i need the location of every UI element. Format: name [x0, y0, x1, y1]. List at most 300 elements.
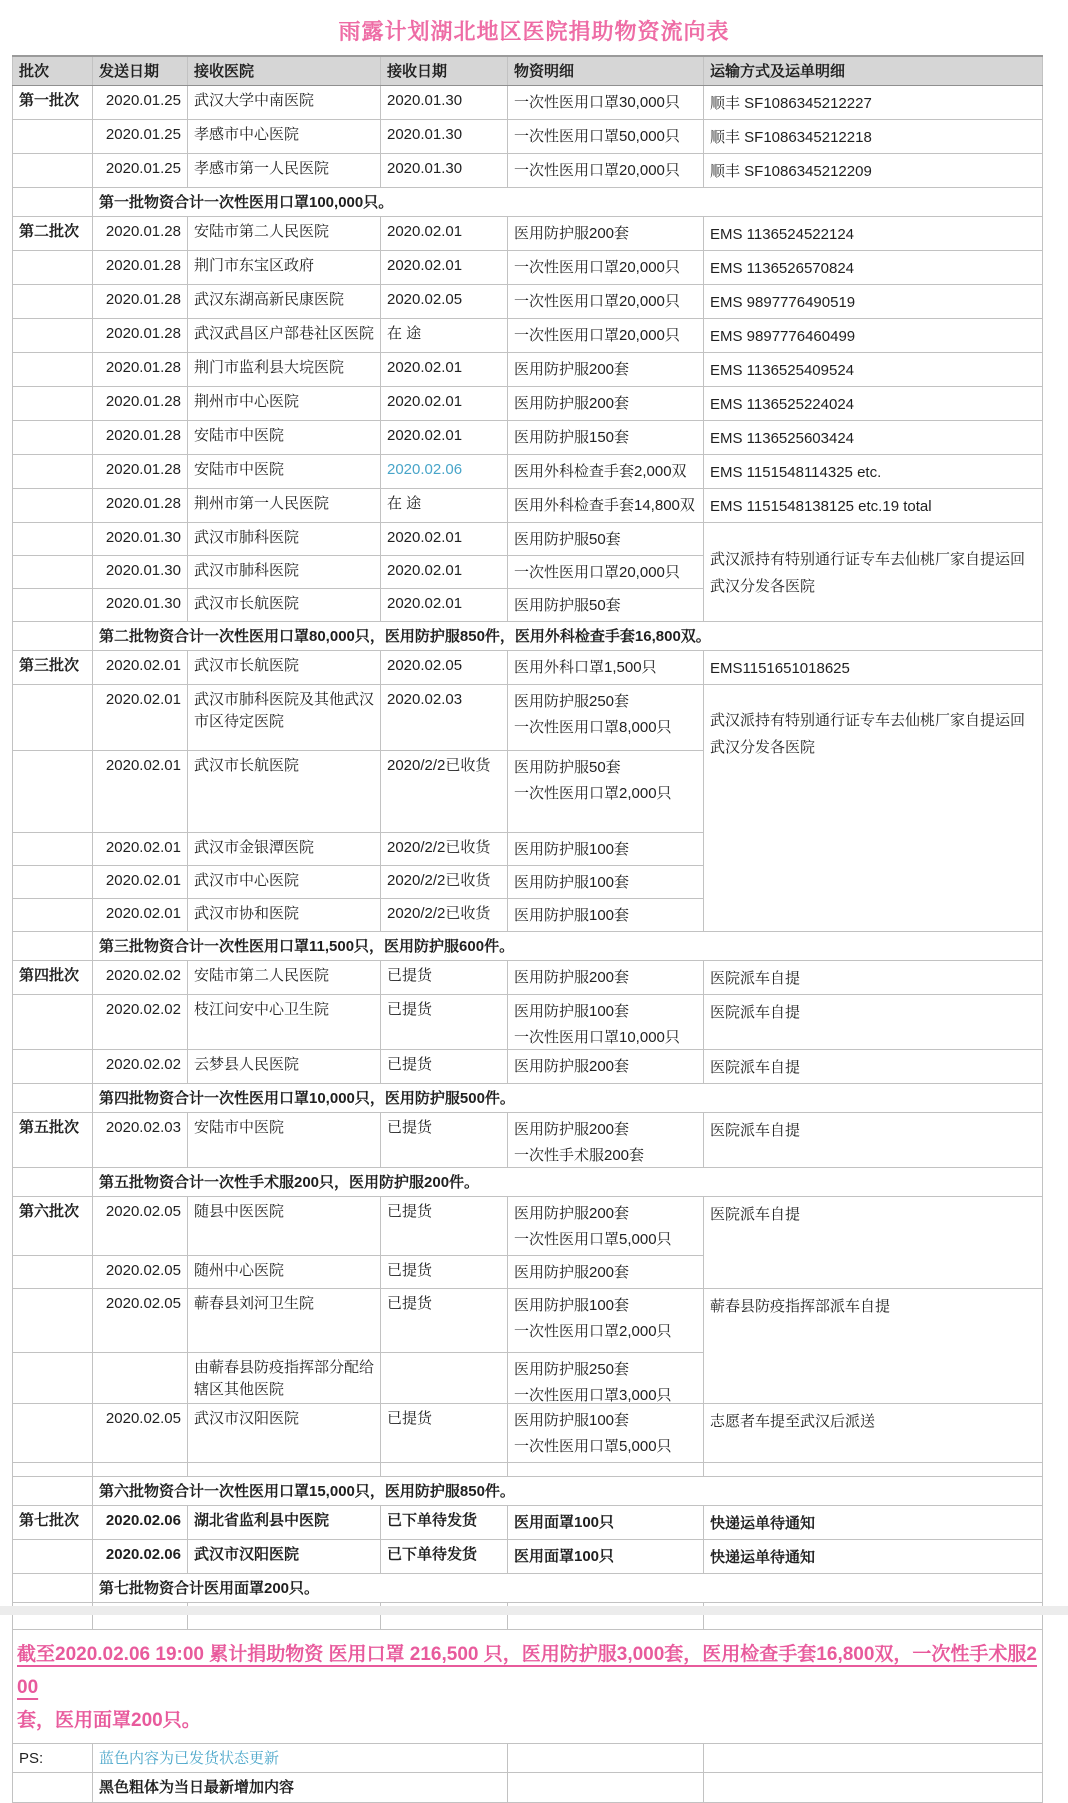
receive-date-cell: 2020.02.01 — [381, 421, 508, 455]
supply-line: 医用面罩100只 — [514, 1514, 615, 1531]
supplies-lines — [514, 1544, 697, 1570]
supply-line: 医用面罩100只 — [514, 1548, 615, 1565]
table-row — [13, 387, 1043, 421]
receive-date-cell: 2020.01.30 — [381, 120, 508, 154]
batch-cell — [13, 1353, 93, 1404]
receive-date-cell: 2020/2/2已收货 — [381, 866, 508, 899]
supplies-lines — [514, 837, 697, 863]
ps-bold-note-cell: 黑色粗体为当日最新增加内容 — [93, 1773, 508, 1803]
empty-cell — [704, 1744, 1043, 1773]
supplies-cell — [508, 685, 704, 751]
send-date-cell: 2020.02.05 — [93, 1289, 188, 1353]
empty-cell — [508, 1773, 704, 1803]
receive-date-cell: 已下单待发货 — [381, 1540, 508, 1574]
batch-cell — [13, 421, 93, 455]
batch-cell — [13, 523, 93, 556]
send-date-cell: 2020.02.02 — [93, 961, 188, 995]
hospital-cell: 武汉市长航医院 — [188, 751, 381, 833]
hospital-cell: 孝感市第一人民医院 — [188, 154, 381, 188]
supply-line: 一次性医用口罩20,000只 — [514, 259, 680, 276]
send-date-cell: 2020.01.28 — [93, 421, 188, 455]
transport-cell: 医院派车自提 — [704, 1050, 1043, 1084]
supplies-lines — [514, 755, 697, 807]
batch-cell — [13, 285, 93, 319]
batch-cell — [13, 1168, 93, 1197]
supplies-cell — [508, 523, 704, 556]
hospital-cell: 武汉武昌区户部巷社区医院 — [188, 319, 381, 353]
hospital-cell: 由蕲春县防疫指挥部分配给辖区其他医院 — [188, 1353, 381, 1404]
receive-date-cell: 已提货 — [381, 1256, 508, 1289]
supply-line: 医用防护服200套 — [514, 969, 630, 986]
supplies-cell — [508, 589, 704, 622]
batch-summary-text: 第七批物资合计医用面罩200只。 — [93, 1574, 1043, 1603]
supplies-lines — [514, 593, 697, 619]
table-row — [13, 217, 1043, 251]
batch-summary-row — [13, 932, 1043, 961]
transport-cell: EMS 1151548138125 etc.19 total — [704, 489, 1043, 523]
supply-line: 医用防护服100套 — [514, 874, 630, 891]
transport-cell: EMS 1136524522124 — [704, 217, 1043, 251]
receive-date-cell: 已提货 — [381, 1050, 508, 1084]
batch-cell — [13, 1477, 93, 1506]
batch-cell — [13, 1574, 93, 1603]
supply-line: 一次性手术服200套 — [514, 1147, 645, 1164]
total-note-line1: 截至2020.02.06 19:00 累计捐助物资 医用口罩 216,500 只，医用防护服3,000套，医用检查手套16,800双，一次性手术服200 — [17, 1644, 1037, 1698]
receive-date-cell: 2020.02.05 — [381, 285, 508, 319]
batch-cell — [13, 751, 93, 833]
batch-cell — [13, 556, 93, 589]
supply-line: 医用防护服100套 — [514, 1297, 630, 1314]
receive-date-cell: 2020/2/2已收货 — [381, 899, 508, 932]
ps-blue-note-cell: 蓝色内容为已发货状态更新 — [93, 1744, 508, 1773]
supply-line: 医用防护服100套 — [514, 1003, 630, 1020]
transport-cell: 医院派车自提 — [704, 1197, 1043, 1289]
send-date-cell: 2020.01.28 — [93, 251, 188, 285]
supply-line: 一次性医用口罩5,000只 — [514, 1231, 672, 1248]
batch-cell — [13, 489, 93, 523]
hospital-cell: 武汉市长航医院 — [188, 589, 381, 622]
batch-summary-text: 第六批物资合计一次性医用口罩15,000只，医用防护服850件。 — [93, 1477, 1043, 1506]
supply-line: 一次性医用口罩10,000只 — [514, 1029, 680, 1046]
transport-cell: 快递运单待通知 — [704, 1540, 1043, 1574]
supply-line: 一次性医用口罩20,000只 — [514, 162, 680, 179]
hospital-cell: 安陆市第二人民医院 — [188, 217, 381, 251]
supply-line: 医用防护服250套 — [514, 1361, 630, 1378]
receive-date-cell: 已提货 — [381, 961, 508, 995]
column-header-hospital: 接收医院 — [188, 56, 381, 86]
table-row — [13, 421, 1043, 455]
hospital-cell: 安陆市中医院 — [188, 421, 381, 455]
batch-cell — [13, 455, 93, 489]
batch-cell — [13, 319, 93, 353]
hospital-cell: 随县中医医院 — [188, 1197, 381, 1256]
supplies-cell — [508, 285, 704, 319]
batch-cell — [13, 154, 93, 188]
supply-line: 医用防护服50套 — [514, 531, 621, 548]
hospital-cell: 安陆市中医院 — [188, 1113, 381, 1168]
send-date-cell: 2020.01.28 — [93, 285, 188, 319]
batch-cell: 第二批次 — [13, 217, 93, 251]
batch-summary-text: 第一批物资合计一次性医用口罩100,000只。 — [93, 188, 1043, 217]
send-date-cell: 2020.01.25 — [93, 86, 188, 120]
supplies-lines — [514, 221, 697, 247]
receive-date-cell: 2020.02.01 — [381, 387, 508, 421]
supplies-lines — [514, 903, 697, 929]
table-row — [13, 489, 1043, 523]
receive-date-cell: 2020.02.01 — [381, 556, 508, 589]
total-note-row — [13, 1630, 1043, 1744]
supplies-lines — [514, 1054, 697, 1080]
supplies-cell — [508, 651, 704, 685]
supplies-cell — [508, 751, 704, 833]
batch-cell: 第五批次 — [13, 1113, 93, 1168]
supplies-lines — [514, 124, 697, 150]
table-row — [13, 455, 1043, 489]
supplies-lines — [514, 391, 697, 417]
table-row — [13, 1113, 1043, 1168]
transport-cell: 快递运单待通知 — [704, 1506, 1043, 1540]
supply-line: 医用防护服200套 — [514, 1264, 630, 1281]
batch-summary-text: 第四批物资合计一次性医用口罩10,000只，医用防护服500件。 — [93, 1084, 1043, 1113]
cumulative-total-note — [13, 1630, 1043, 1744]
supplies-table — [12, 55, 1043, 1803]
receive-date-cell: 2020.02.01 — [381, 217, 508, 251]
transport-cell: EMS 9897776490519 — [704, 285, 1043, 319]
send-date-cell: 2020.01.28 — [93, 489, 188, 523]
batch-cell — [13, 995, 93, 1050]
transport-cell: 医院派车自提 — [704, 961, 1043, 995]
batch-summary-row — [13, 622, 1043, 651]
send-date-cell: 2020.02.03 — [93, 1113, 188, 1168]
transport-cell: EMS 1151548114325 etc. — [704, 455, 1043, 489]
transport-cell: EMS 9897776460499 — [704, 319, 1043, 353]
hospital-cell: 武汉市肺科医院 — [188, 556, 381, 589]
send-date-cell: 2020.02.01 — [93, 751, 188, 833]
supplies-cell — [508, 1050, 704, 1084]
receive-date-cell: 已提货 — [381, 1197, 508, 1256]
empty-cell — [13, 1463, 93, 1477]
table-row — [13, 1050, 1043, 1084]
batch-cell: 第一批次 — [13, 86, 93, 120]
receive-date-cell: 2020.01.30 — [381, 154, 508, 188]
batch-cell — [13, 899, 93, 932]
supplies-lines — [514, 1293, 697, 1345]
transport-cell: EMS 1136526570824 — [704, 251, 1043, 285]
send-date-cell: 2020.01.28 — [93, 217, 188, 251]
batch-cell — [13, 866, 93, 899]
supply-line: 一次性医用口罩50,000只 — [514, 128, 680, 145]
supply-line: 一次性医用口罩2,000只 — [514, 785, 672, 802]
supplies-cell — [508, 120, 704, 154]
hospital-cell: 荆州市中心医院 — [188, 387, 381, 421]
table-body — [13, 86, 1043, 1803]
batch-cell — [13, 1084, 93, 1113]
hospital-cell: 武汉市长航医院 — [188, 651, 381, 685]
supply-line: 一次性医用口罩30,000只 — [514, 94, 680, 111]
empty-cell — [704, 1773, 1043, 1803]
empty-cell — [508, 1744, 704, 1773]
send-date-cell: 2020.02.01 — [93, 833, 188, 866]
table-row — [13, 285, 1043, 319]
supplies-lines — [514, 1357, 697, 1404]
supplies-cell — [508, 1197, 704, 1256]
receive-date-cell: 2020.02.06 — [381, 455, 508, 489]
receive-date-cell: 2020/2/2已收货 — [381, 833, 508, 866]
column-header-supplies: 物资明细 — [508, 56, 704, 86]
table-row — [13, 1404, 1043, 1463]
hospital-cell: 荆门市东宝区政府 — [188, 251, 381, 285]
transport-cell: EMS1151651018625 — [704, 651, 1043, 685]
supplies-cell — [508, 455, 704, 489]
supply-line: 医用防护服200套 — [514, 225, 630, 242]
supplies-cell — [508, 1256, 704, 1289]
batch-summary-row — [13, 1168, 1043, 1197]
page-title: 雨露计划湖北地区医院捐助物资流向表 — [338, 19, 730, 44]
transport-cell: 武汉派持有特别通行证专车去仙桃厂家自提运回武汉分发各医院 — [704, 523, 1043, 622]
supplies-cell — [508, 866, 704, 899]
hospital-cell: 安陆市中医院 — [188, 455, 381, 489]
batch-cell — [13, 833, 93, 866]
bottom-edge-strip — [0, 1606, 1068, 1615]
ps-bold-row — [13, 1773, 1043, 1803]
send-date-cell: 2020.02.01 — [93, 685, 188, 751]
transport-cell: 医院派车自提 — [704, 1113, 1043, 1168]
table-header-row — [13, 56, 1043, 86]
send-date-cell: 2020.02.06 — [93, 1540, 188, 1574]
hospital-cell: 荆州市第一人民医院 — [188, 489, 381, 523]
supplies-cell — [508, 1353, 704, 1404]
supplies-lines — [514, 1510, 697, 1536]
batch-cell: 第七批次 — [13, 1506, 93, 1540]
hospital-cell: 武汉市协和医院 — [188, 899, 381, 932]
empty-cell — [93, 1463, 188, 1477]
receive-date-cell: 已提货 — [381, 995, 508, 1050]
hospital-cell: 武汉市汉阳医院 — [188, 1540, 381, 1574]
receive-date-cell: 在 途 — [381, 319, 508, 353]
batch-cell — [13, 1540, 93, 1574]
send-date-cell: 2020.01.25 — [93, 154, 188, 188]
table-row — [13, 353, 1043, 387]
supply-line: 一次性医用口罩5,000只 — [514, 1438, 672, 1455]
supplies-cell — [508, 556, 704, 589]
supplies-lines — [514, 1260, 697, 1286]
column-header-send-date: 发送日期 — [93, 56, 188, 86]
supplies-cell — [508, 1540, 704, 1574]
supply-line: 一次性医用口罩20,000只 — [514, 327, 680, 344]
supplies-cell — [508, 251, 704, 285]
supply-line: 一次性医用口罩3,000只 — [514, 1387, 672, 1404]
batch-cell — [13, 1289, 93, 1353]
receive-date-cell: 已提货 — [381, 1404, 508, 1463]
receive-date-cell: 2020.02.01 — [381, 251, 508, 285]
supplies-lines — [514, 870, 697, 896]
transport-cell: 武汉派持有特别通行证专车去仙桃厂家自提运回武汉分发各医院 — [704, 685, 1043, 932]
batch-cell — [13, 188, 93, 217]
send-date-cell — [93, 1353, 188, 1404]
supplies-lines — [514, 493, 697, 519]
batch-summary-row — [13, 188, 1043, 217]
receive-date-cell: 在 途 — [381, 489, 508, 523]
supplies-cell — [508, 154, 704, 188]
page — [0, 15, 1068, 1803]
supplies-cell — [508, 421, 704, 455]
batch-summary-text: 第三批物资合计一次性医用口罩11,500只，医用防护服600件。 — [93, 932, 1043, 961]
supplies-cell — [508, 899, 704, 932]
batch-cell — [13, 1404, 93, 1463]
supplies-lines — [514, 158, 697, 184]
table-row — [13, 319, 1043, 353]
table-row — [13, 961, 1043, 995]
table-row — [13, 154, 1043, 188]
hospital-cell: 武汉市肺科医院及其他武汉市区待定医院 — [188, 685, 381, 751]
send-date-cell: 2020.01.28 — [93, 455, 188, 489]
supplies-lines — [514, 1408, 697, 1460]
receive-date-cell: 已提货 — [381, 1113, 508, 1168]
hospital-cell: 云梦县人民医院 — [188, 1050, 381, 1084]
ps-row — [13, 1744, 1043, 1773]
hospital-cell: 随州中心医院 — [188, 1256, 381, 1289]
send-date-cell: 2020.02.01 — [93, 866, 188, 899]
supply-line: 医用防护服100套 — [514, 907, 630, 924]
total-note-line2: 套，医用面罩200只。 — [17, 1710, 201, 1731]
table-row — [13, 523, 1043, 556]
transport-cell: 医院派车自提 — [704, 995, 1043, 1050]
receive-date-cell: 2020.02.01 — [381, 589, 508, 622]
receive-date-cell: 2020.01.30 — [381, 86, 508, 120]
supply-line: 医用防护服150套 — [514, 429, 630, 446]
batch-summary-text: 第二批物资合计一次性医用口罩80,000只，医用防护服850件，医用外科检查手套16,800双。 — [93, 622, 1043, 651]
column-header-transport: 运输方式及运单明细 — [704, 56, 1043, 86]
receive-date-cell: 2020.02.05 — [381, 651, 508, 685]
hospital-cell: 武汉市肺科医院 — [188, 523, 381, 556]
hospital-cell: 武汉市汉阳医院 — [188, 1404, 381, 1463]
table-row — [13, 1289, 1043, 1353]
empty-cell — [381, 1463, 508, 1477]
empty-cell — [508, 1463, 704, 1477]
batch-summary-row — [13, 1477, 1043, 1506]
supplies-lines — [514, 255, 697, 281]
batch-cell — [13, 251, 93, 285]
receive-date-cell — [381, 1353, 508, 1404]
transport-cell: 顺丰 SF1086345212227 — [704, 86, 1043, 120]
batch-summary-row — [13, 1084, 1043, 1113]
supply-line: 一次性医用口罩8,000只 — [514, 719, 672, 736]
hospital-cell: 武汉市中心医院 — [188, 866, 381, 899]
supplies-cell — [508, 1113, 704, 1168]
supplies-lines — [514, 90, 697, 116]
supplies-lines — [514, 689, 697, 741]
empty-cell — [13, 1773, 93, 1803]
hospital-cell: 荆门市监利县大垸医院 — [188, 353, 381, 387]
send-date-cell: 2020.01.30 — [93, 523, 188, 556]
empty-cell — [188, 1463, 381, 1477]
supply-line: 医用防护服250套 — [514, 693, 630, 710]
table-row — [13, 86, 1043, 120]
supply-line: 医用防护服200套 — [514, 1058, 630, 1075]
transport-cell: EMS 1136525409524 — [704, 353, 1043, 387]
batch-cell — [13, 622, 93, 651]
spacer-row — [13, 1463, 1043, 1477]
table-row — [13, 1506, 1043, 1540]
receive-date-cell: 已下单待发货 — [381, 1506, 508, 1540]
hospital-cell: 武汉东湖高新民康医院 — [188, 285, 381, 319]
transport-cell: 志愿者车提至武汉后派送 — [704, 1404, 1043, 1463]
supplies-cell — [508, 833, 704, 866]
column-header-receive-date: 接收日期 — [381, 56, 508, 86]
batch-cell: 第三批次 — [13, 651, 93, 685]
receive-date-cell: 2020.02.03 — [381, 685, 508, 751]
supplies-lines — [514, 323, 697, 349]
transport-cell: 顺丰 SF1086345212209 — [704, 154, 1043, 188]
supplies-lines — [514, 289, 697, 315]
hospital-cell: 蕲春县刘河卫生院 — [188, 1289, 381, 1353]
supplies-lines — [514, 459, 697, 485]
table-row — [13, 995, 1043, 1050]
supplies-lines — [514, 527, 697, 553]
supplies-cell — [508, 319, 704, 353]
supplies-cell — [508, 1506, 704, 1540]
receive-date-cell: 2020.02.01 — [381, 523, 508, 556]
transport-cell: 蕲春县防疫指挥部派车自提 — [704, 1289, 1043, 1404]
batch-cell — [13, 589, 93, 622]
receive-date-cell: 2020/2/2已收货 — [381, 751, 508, 833]
supplies-lines — [514, 965, 697, 991]
send-date-cell: 2020.02.05 — [93, 1404, 188, 1463]
batch-cell — [13, 1256, 93, 1289]
hospital-cell: 孝感市中心医院 — [188, 120, 381, 154]
supply-line: 医用防护服200套 — [514, 1205, 630, 1222]
supplies-lines — [514, 425, 697, 451]
table-row — [13, 251, 1043, 285]
supply-line: 一次性医用口罩20,000只 — [514, 293, 680, 310]
transport-cell: EMS 1136525603424 — [704, 421, 1043, 455]
send-date-cell: 2020.01.28 — [93, 387, 188, 421]
batch-summary-text: 第五批物资合计一次性手术服200只，医用防护服200件。 — [93, 1168, 1043, 1197]
send-date-cell: 2020.02.05 — [93, 1256, 188, 1289]
send-date-cell: 2020.02.02 — [93, 1050, 188, 1084]
send-date-cell: 2020.02.01 — [93, 651, 188, 685]
batch-cell — [13, 1050, 93, 1084]
table-row — [13, 651, 1043, 685]
send-date-cell: 2020.01.28 — [93, 319, 188, 353]
supply-line: 医用防护服100套 — [514, 1412, 630, 1429]
hospital-cell: 湖北省监利县中医院 — [188, 1506, 381, 1540]
supply-line: 一次性医用口罩2,000只 — [514, 1323, 672, 1340]
supplies-cell — [508, 1404, 704, 1463]
batch-cell — [13, 120, 93, 154]
supplies-lines — [514, 1117, 697, 1163]
supplies-lines — [514, 1201, 697, 1253]
send-date-cell: 2020.01.28 — [93, 353, 188, 387]
column-header-batch: 批次 — [13, 56, 93, 86]
supply-line: 一次性医用口罩20,000只 — [514, 564, 680, 581]
supply-line: 医用防护服200套 — [514, 361, 630, 378]
supplies-cell — [508, 489, 704, 523]
batch-cell — [13, 353, 93, 387]
supplies-lines — [514, 655, 697, 681]
send-date-cell: 2020.02.01 — [93, 899, 188, 932]
send-date-cell: 2020.01.25 — [93, 120, 188, 154]
supply-line: 医用防护服100套 — [514, 841, 630, 858]
transport-cell: EMS 1136525224024 — [704, 387, 1043, 421]
batch-cell — [13, 685, 93, 751]
send-date-cell: 2020.01.30 — [93, 589, 188, 622]
empty-cell — [704, 1463, 1043, 1477]
supply-line: 医用防护服200套 — [514, 395, 630, 412]
receive-date-cell: 已提货 — [381, 1289, 508, 1353]
supplies-lines — [514, 999, 697, 1045]
supplies-lines — [514, 357, 697, 383]
